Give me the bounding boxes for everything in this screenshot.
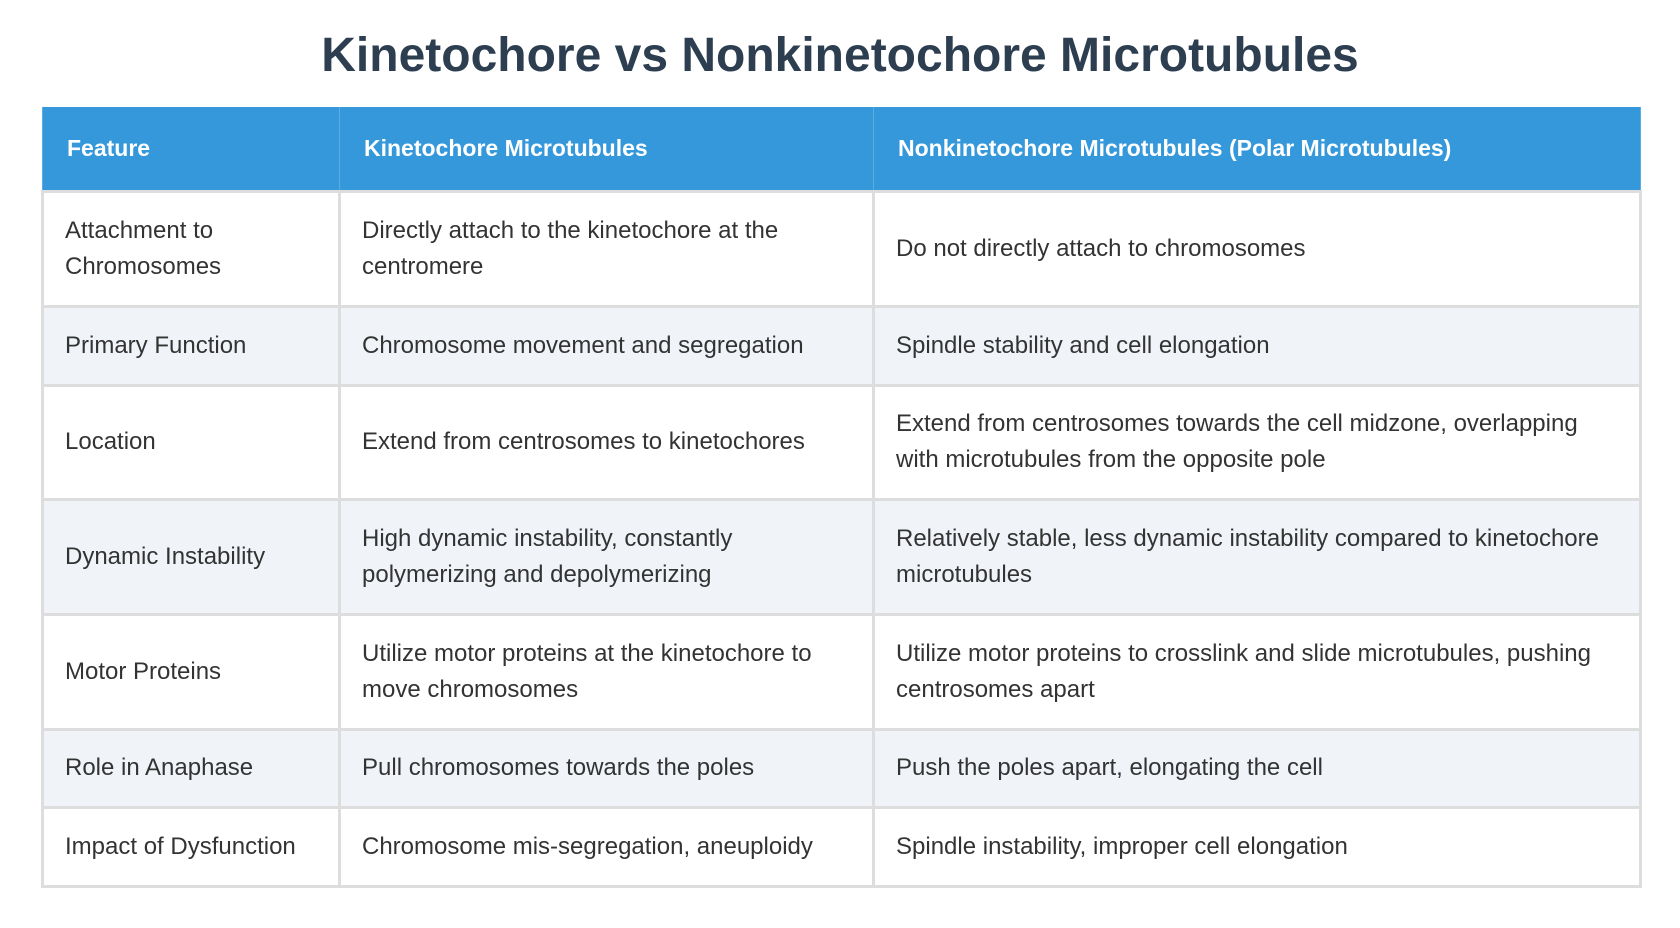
nonkinetochore-cell: Extend from centrosomes towards the cell midzone, overlapping with microtubules from the opposite pole [874, 385, 1641, 499]
kinetochore-cell: Extend from centrosomes to kinetochores [340, 385, 874, 499]
kinetochore-cell: Directly attach to the kinetochore at the centromere [340, 191, 874, 306]
feature-cell: Attachment to Chromosomes [43, 191, 340, 306]
feature-cell: Motor Proteins [43, 614, 340, 729]
column-header-kinetochore: Kinetochore Microtubules [340, 107, 874, 191]
feature-cell: Role in Anaphase [43, 729, 340, 807]
table-row [43, 807, 1641, 886]
kinetochore-cell: Utilize motor proteins at the kinetochore to move chromosomes [340, 614, 874, 729]
table-body [43, 191, 1641, 886]
column-header-nonkinetochore: Nonkinetochore Microtubules (Polar Microtubules) [874, 107, 1641, 191]
feature-cell: Primary Function [43, 306, 340, 385]
nonkinetochore-cell: Do not directly attach to chromosomes [874, 191, 1641, 306]
table-row [43, 729, 1641, 807]
nonkinetochore-cell: Spindle stability and cell elongation [874, 306, 1641, 385]
table-row [43, 385, 1641, 499]
kinetochore-cell: Chromosome movement and segregation [340, 306, 874, 385]
comparison-table [41, 107, 1642, 888]
table-row [43, 191, 1641, 306]
header-row [43, 107, 1641, 191]
nonkinetochore-cell: Push the poles apart, elongating the cell [874, 729, 1641, 807]
nonkinetochore-cell: Relatively stable, less dynamic instability compared to kinetochore microtubules [874, 499, 1641, 614]
nonkinetochore-cell: Utilize motor proteins to crosslink and slide microtubules, pushing centrosomes apart [874, 614, 1641, 729]
kinetochore-cell: High dynamic instability, constantly polymerizing and depolymerizing [340, 499, 874, 614]
page-title: Kinetochore vs Nonkinetochore Microtubules [321, 29, 1359, 82]
feature-cell: Location [43, 385, 340, 499]
table-header [43, 107, 1641, 191]
kinetochore-cell: Chromosome mis-segregation, aneuploidy [340, 807, 874, 886]
table-row [43, 306, 1641, 385]
column-header-feature: Feature [43, 107, 340, 191]
table-row [43, 499, 1641, 614]
feature-cell: Dynamic Instability [43, 499, 340, 614]
kinetochore-cell: Pull chromosomes towards the poles [340, 729, 874, 807]
table-row [43, 614, 1641, 729]
nonkinetochore-cell: Spindle instability, improper cell elongation [874, 807, 1641, 886]
feature-cell: Impact of Dysfunction [43, 807, 340, 886]
